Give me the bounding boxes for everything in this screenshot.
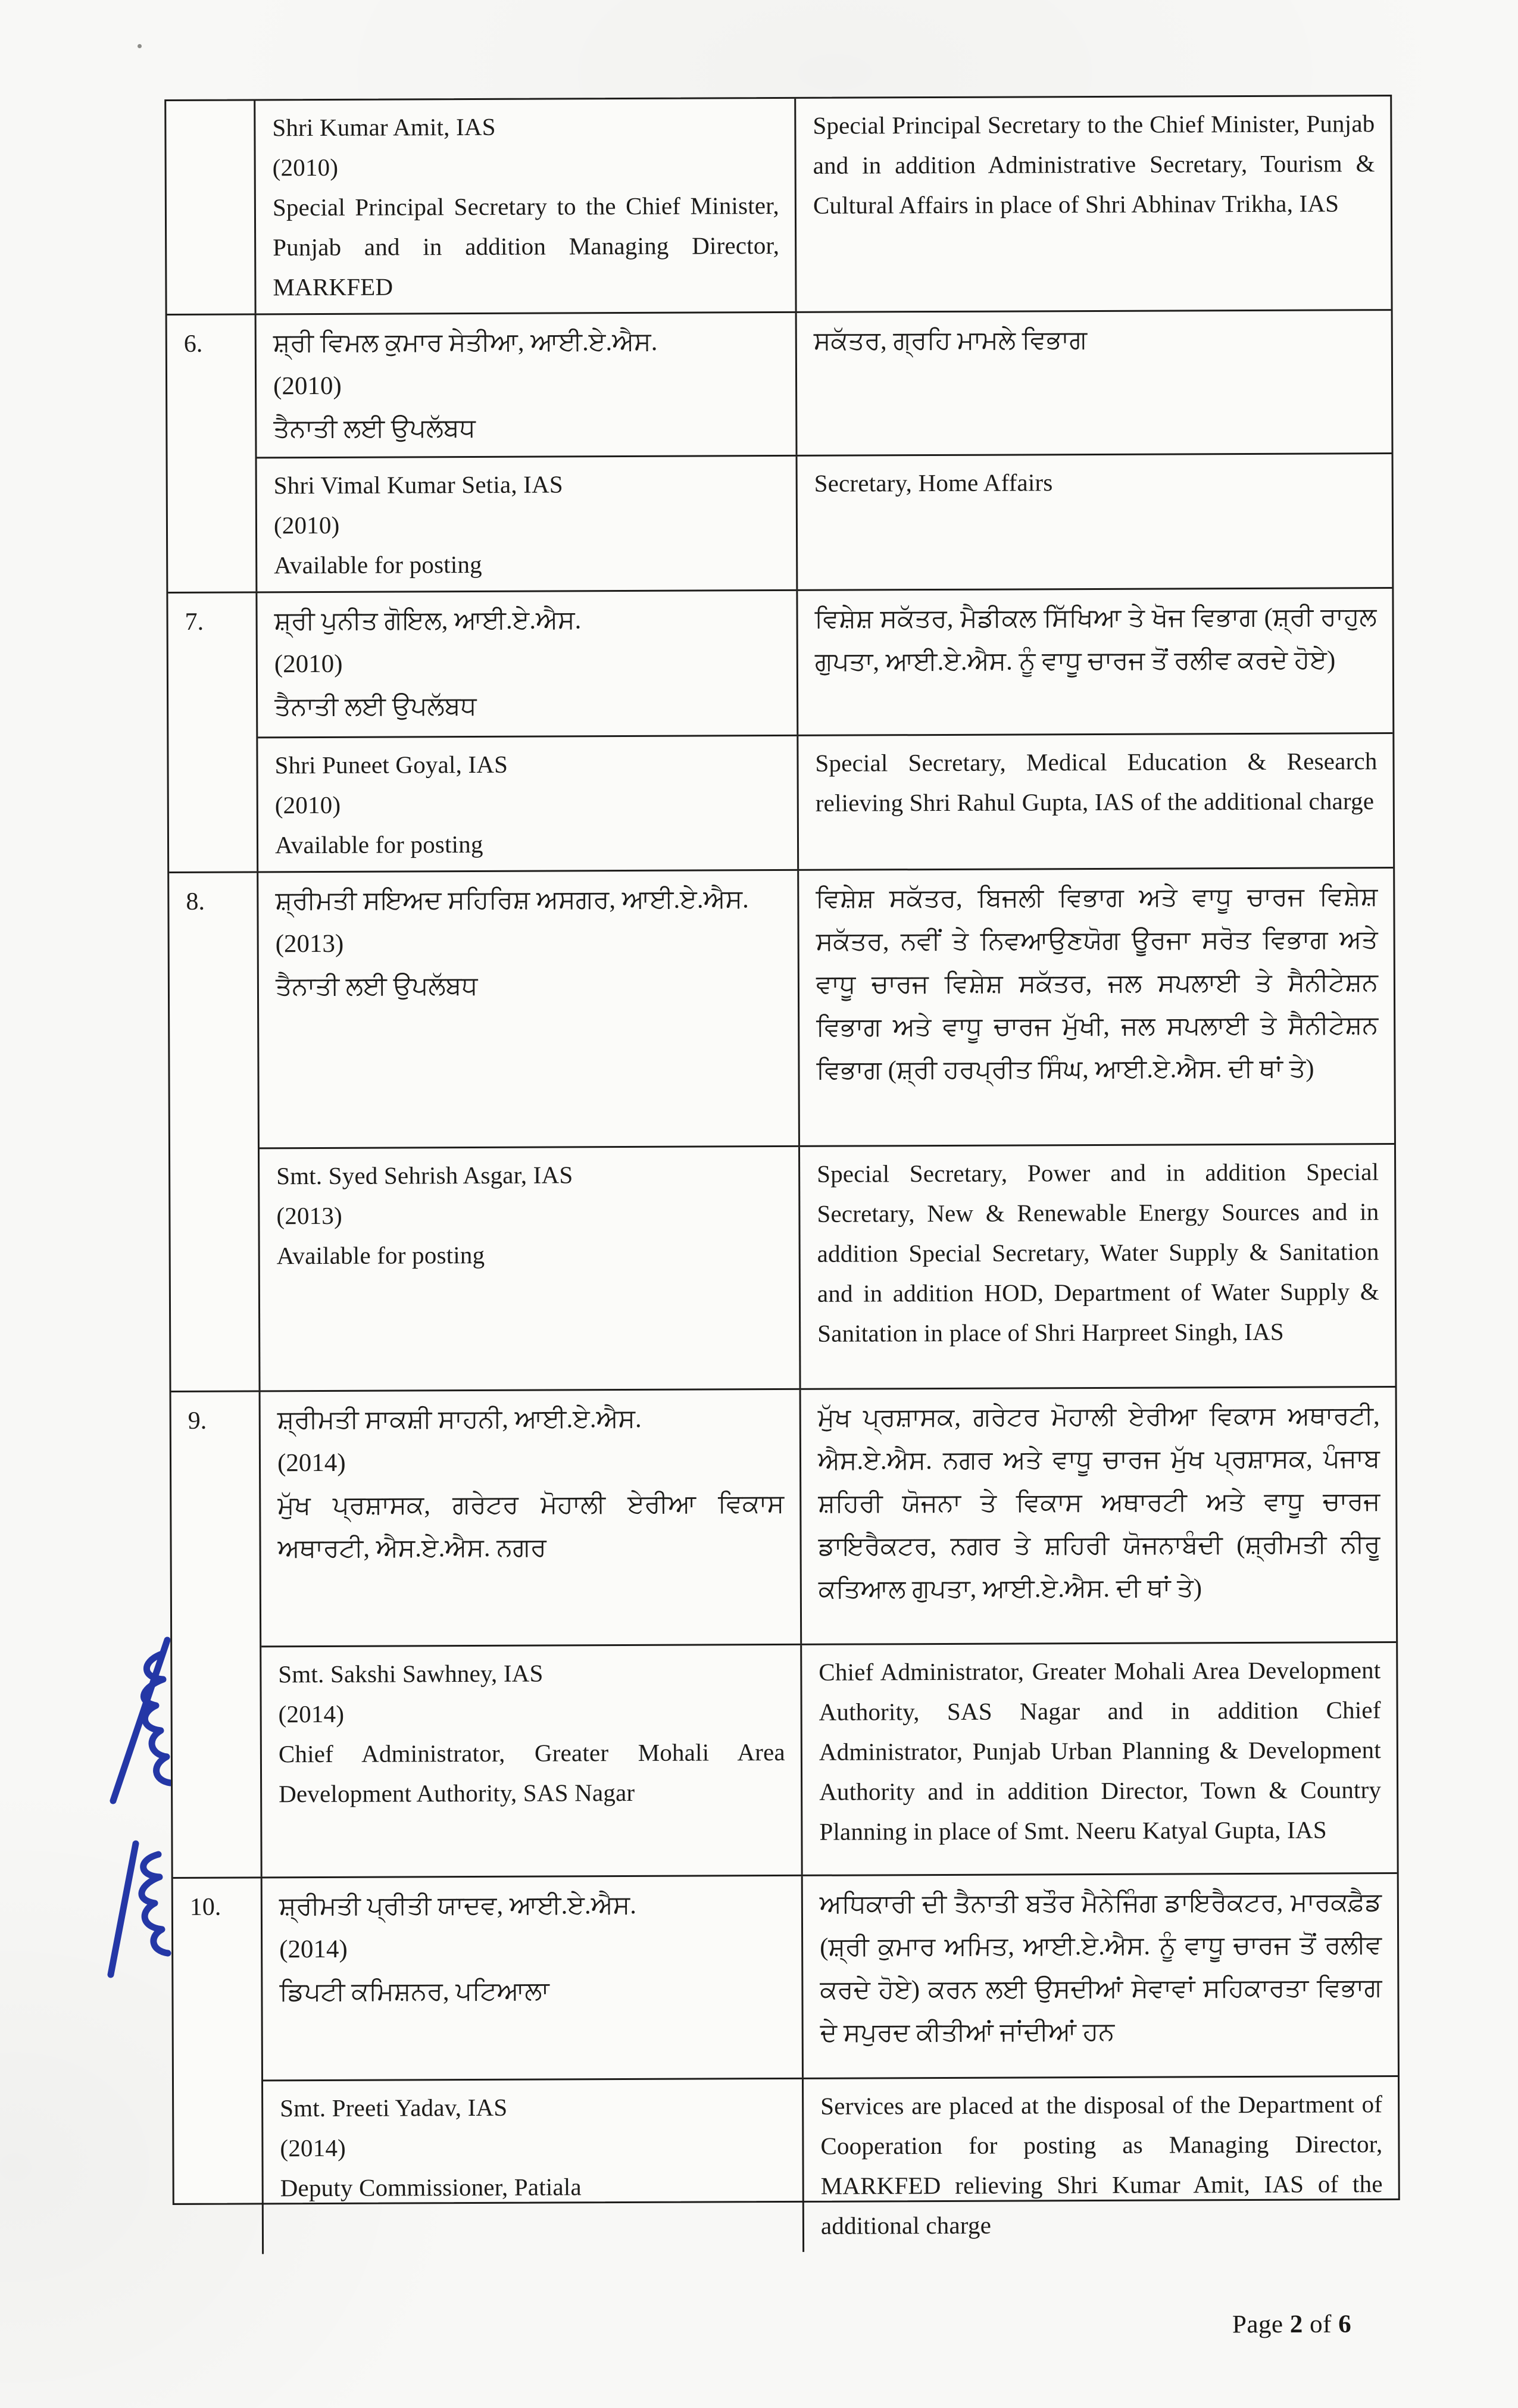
officer-post: ਡਿਪਟੀ ਕਮਿਸ਼ਨਰ, ਪਟਿਆਲਾ (279, 1977, 549, 2007)
order-cell-pa (799, 869, 1394, 1145)
punjabi-subrow (261, 1388, 1397, 1645)
officer-cell-en (261, 1645, 802, 1876)
batch-year: (2010) (274, 649, 343, 679)
handwritten-margin-note (23, 1604, 189, 1997)
serial-number: 6. (183, 330, 203, 358)
officer-name: Smt. Preeti Yadav, IAS (280, 2093, 508, 2122)
serial-cell (173, 1878, 264, 2254)
officer-cell-pa (263, 1876, 804, 2079)
table-row (173, 1872, 1398, 2254)
english-subrow (255, 96, 1391, 313)
batch-year: (2013) (275, 929, 344, 958)
officer-cell-en (260, 1147, 801, 1390)
officer-name: Smt. Sakshi Sawhney, IAS (278, 1659, 544, 1688)
order-cell-en (804, 2077, 1398, 2252)
punjabi-subrow (263, 1874, 1398, 2079)
officer-cell-pa (261, 1390, 802, 1645)
officer-cell-en (258, 736, 799, 871)
order-text: ਮੁੱਖ ਪ੍ਰਸ਼ਾਸਕ, ਗਰੇਟਰ ਮੋਹਾਲੀ ਏਰੀਆ ਵਿਕਾਸ ਅਥਾਰਟੀ, ਐਸ.ਏ.ਐਸ. ਨਗਰ ਅਤੇ ਵਾਧੂ ਚਾਰਜ ਮੁੱਖ ਪ੍ਰਸ਼ਾਸਕ, ਪੰਜਾਬ ਸ਼ਹਿਰੀ ਯੋਜਨਾ ਤੇ ਵਿਕਾਸ ਅਥਾਰਟੀ ਅਤੇ ਵਾਧੂ ਚਾਰਜ ਡਾਇਰੈਕਟਰ, ਨਗਰ ਤੇ ਸ਼ਹਿਰੀ ਯੋਜਨਾਬੰਦੀ (ਸ਼੍ਰੀਮਤੀ ਨੀਰੂ ਕਤਿਆਲ ਗੁਪਤਾ, ਆਈ.ਏ.ਐਸ. ਦੀ ਥਾਂ ਤੇ) (817, 1402, 1380, 1604)
punjabi-subrow (257, 589, 1392, 736)
officer-post: ਤੈਨਾਤੀ ਲਈ ਉਪਲੱਬਧ (275, 972, 478, 1001)
punjabi-subrow (258, 869, 1394, 1147)
officer-post: Available for posting (274, 550, 482, 579)
english-subrow (260, 1143, 1395, 1390)
serial-cell (171, 1392, 263, 1877)
order-text: ਵਿਸ਼ੇਸ਼ ਸਕੱਤਰ, ਬਿਜਲੀ ਵਿਭਾਗ ਅਤੇ ਵਾਧੂ ਚਾਰਜ ਵਿਸ਼ੇਸ਼ ਸਕੱਤਰ, ਨਵੀਂ ਤੇ ਨਿਵਆਉਣਯੋਗ ਊਰਜਾ ਸਰੋਤ ਵਿਭਾਗ ਅਤੇ ਵਾਧੂ ਚਾਰਜ ਵਿਸ਼ੇਸ਼ ਸਕੱਤਰ, ਜਲ ਸਪਲਾਈ ਤੇ ਸੈਨੀਟੇਸ਼ਨ ਵਿਭਾਗ ਅਤੇ ਵਾਧੂ ਚਾਰਜ ਮੁੱਖੀ, ਜਲ ਸਪਲਾਈ ਤੇ ਸੈਨੀਟੇਸ਼ਨ ਵਿਭਾਗ (ਸ਼੍ਰੀ ਹਰਪ੍ਰੀਤ ਸਿੰਘ, ਆਈ.ਏ.ਐਸ. ਦੀ ਥਾਂ ਤੇ) (816, 883, 1379, 1085)
officer-name: Shri Puneet Goyal, IAS (274, 750, 508, 779)
officer-name: Smt. Syed Sehrish Asgar, IAS (276, 1161, 573, 1190)
serial-number: 8. (186, 888, 205, 916)
order-cell-pa (797, 311, 1392, 455)
officer-cell-pa (257, 313, 798, 457)
batch-year: (2014) (279, 1935, 348, 1964)
english-subrow (257, 452, 1392, 591)
punjabi-subrow (257, 311, 1392, 457)
english-subrow (261, 1641, 1397, 1876)
batch-year: (2010) (272, 153, 339, 182)
english-subrow (263, 2075, 1398, 2254)
batch-year: (2014) (278, 1700, 345, 1728)
serial-number: 7. (185, 608, 204, 636)
officer-post: ਤੈਨਾਤੀ ਲਈ ਉਪਲੱਬਧ (273, 414, 476, 444)
officer-name: ਸ਼੍ਰੀਮਤੀ ਸਇਅਦ ਸਹਿਰਿਸ਼ ਅਸਗਰ, ਆਈ.ਏ.ਐਸ. (275, 885, 749, 916)
officer-name: Shri Kumar Amit, IAS (272, 113, 496, 142)
order-cell-pa (798, 589, 1392, 735)
table-row (171, 1386, 1397, 1877)
order-cell-en (798, 454, 1392, 589)
officer-post: ਮੁੱਖ ਪ੍ਰਸ਼ਾਸਕ, ਗਰੇਟਰ ਮੋਹਾਲੀ ਏਰੀਆ ਵਿਕਾਸ ਅਥਾਰਟੀ, ਐਸ.ਏ.ਐਸ. ਨਗਰ (277, 1489, 785, 1563)
table-row (169, 867, 1395, 1391)
officer-post: ਤੈਨਾਤੀ ਲਈ ਉਪਲੱਬਧ (274, 692, 477, 722)
serial-cell (169, 873, 260, 1391)
table-row (166, 96, 1391, 314)
order-cell-en (796, 96, 1391, 311)
officer-post: Available for posting (276, 1241, 485, 1270)
officer-name: ਸ਼੍ਰੀ ਵਿਮਲ ਕੁਮਾਰ ਸੇਤੀਆ, ਆਈ.ਏ.ਐਸ. (273, 327, 658, 358)
order-text: Special Secretary, Medical Education & Research relieving Shri Rahul Gupta, IAS of the additional charge (815, 747, 1378, 817)
serial-number: 9. (188, 1407, 207, 1435)
officer-cell-pa (258, 871, 800, 1147)
order-text: ਵਿਸ਼ੇਸ਼ ਸਕੱਤਰ, ਮੈਡੀਕਲ ਸਿੱਖਿਆ ਤੇ ਖੋਜ ਵਿਭਾਗ (ਸ਼੍ਰੀ ਰਾਹੁਲ ਗੁਪਤਾ, ਆਈ.ਏ.ਐਸ. ਨੂੰ ਵਾਧੂ ਚਾਰਜ ਤੋਂ ਰਲੀਵ ਕਰਦੇ ਹੋਏ) (814, 603, 1377, 676)
table-row (167, 309, 1392, 592)
order-text: Services are placed at the disposal of the Department of Cooperation for posting as Managing Director, MARKFED relieving Shri Kumar Amit, IAS of the additional charge (820, 2090, 1383, 2240)
serial-cell (168, 593, 258, 872)
serial-number: 10. (189, 1893, 221, 1921)
scan-speck (138, 44, 142, 48)
order-cell-pa (803, 1874, 1398, 2078)
batch-year: (2010) (273, 371, 342, 401)
officer-cell-pa (257, 591, 798, 736)
officer-name: Shri Vimal Kumar Setia, IAS (273, 470, 563, 499)
page-footer (1232, 2310, 1351, 2340)
officer-post: Deputy Commissioner, Patiala (280, 2173, 582, 2202)
table-row (168, 587, 1393, 872)
signature-scribble (111, 1640, 170, 1975)
officer-cell-en (257, 457, 798, 591)
officer-name: ਸ਼੍ਰੀ ਪੁਨੀਤ ਗੋਇਲ, ਆਈ.ਏ.ਐਸ. (274, 606, 582, 636)
footer-page-number: 2 (1289, 2310, 1303, 2339)
officer-cell-en (263, 2079, 804, 2254)
order-text: ਸਕੱਤਰ, ਗ੍ਰਹਿ ਮਾਮਲੇ ਵਿਭਾਗ (813, 326, 1088, 355)
serial-cell (167, 315, 258, 592)
footer-total-pages: 6 (1338, 2310, 1352, 2338)
batch-year: (2010) (273, 511, 340, 539)
officer-post: Special Principal Secretary to the Chief Minister, Punjab and in addition Managing Director, MARKFED (272, 192, 780, 301)
batch-year: (2014) (277, 1448, 346, 1478)
serial-cell (166, 101, 256, 314)
order-text: Special Secretary, Power and in addition Special Secretary, New & Renewable Energy Sources and in addition Special Secretary, Water Supply & Sanitation and in addition HOD, Department of Water Supply & Sanitation in place of Shri Harpreet Singh, IAS (817, 1158, 1380, 1347)
order-text: Secretary, Home Affairs (814, 469, 1053, 497)
batch-year: (2013) (276, 1201, 343, 1230)
officer-post: Chief Administrator, Greater Mohali Area Development Authority, SAS Nagar (278, 1738, 785, 1808)
order-text: Chief Administrator, Greater Mohali Area Development Authority, SAS Nagar and in addition Chief Administrator, Punjab Urban Planning & Development Authority and in addition Director, Town & Country Planning in place of Smt. Neeru Katyal Gupta, IAS (819, 1656, 1382, 1845)
order-cell-pa (801, 1388, 1397, 1644)
officer-name: ਸ਼੍ਰੀਮਤੀ ਸਾਕਸ਼ੀ ਸਾਹਨੀ, ਆਈ.ਏ.ਐਸ. (277, 1404, 642, 1435)
english-subrow (258, 732, 1393, 871)
order-text: ਅਧਿਕਾਰੀ ਦੀ ਤੈਨਾਤੀ ਬਤੌਰ ਮੈਨੇਜਿੰਗ ਡਾਇਰੈਕਟਰ, ਮਾਰਕਫ਼ੈਡ (ਸ਼੍ਰੀ ਕੁਮਾਰ ਅਮਿਤ, ਆਈ.ਏ.ਐਸ. ਨੂੰ ਵਾਧੂ ਚਾਰਜ ਤੋਂ ਰਲੀਵ ਕਰਦੇ ਹੋਏ) ਕਰਨ ਲਈ ਉਸਦੀਆਂ ਸੇਵਾਵਾਂ ਸਹਿਕਾਰਤਾ ਵਿਭਾਗ ਦੇ ਸਪੁਰਦ ਕੀਤੀਆਂ ਜਾਂਦੀਆਂ ਹਨ (819, 1888, 1382, 2047)
order-cell-en (800, 1145, 1395, 1388)
officer-cell-en (255, 99, 797, 313)
officer-name: ਸ਼੍ਰੀਮਤੀ ਪ੍ਰੀਤੀ ਯਾਦਵ, ਆਈ.ਏ.ਐਸ. (279, 1891, 637, 1921)
order-cell-en (798, 734, 1393, 869)
batch-year: (2010) (274, 791, 341, 819)
footer-page-word: Page (1232, 2310, 1283, 2339)
footer-of-word: of (1310, 2310, 1332, 2338)
officer-post: Available for posting (274, 830, 483, 859)
posting-orders-table (164, 95, 1400, 2240)
order-text: Special Principal Secretary to the Chief Minister, Punjab and in addition Administrative Secretary, Tourism & Cultural Affairs in place of Shri Abhinav Trikha, IAS (813, 110, 1375, 219)
order-cell-en (802, 1643, 1397, 1875)
batch-year: (2014) (280, 2134, 346, 2162)
